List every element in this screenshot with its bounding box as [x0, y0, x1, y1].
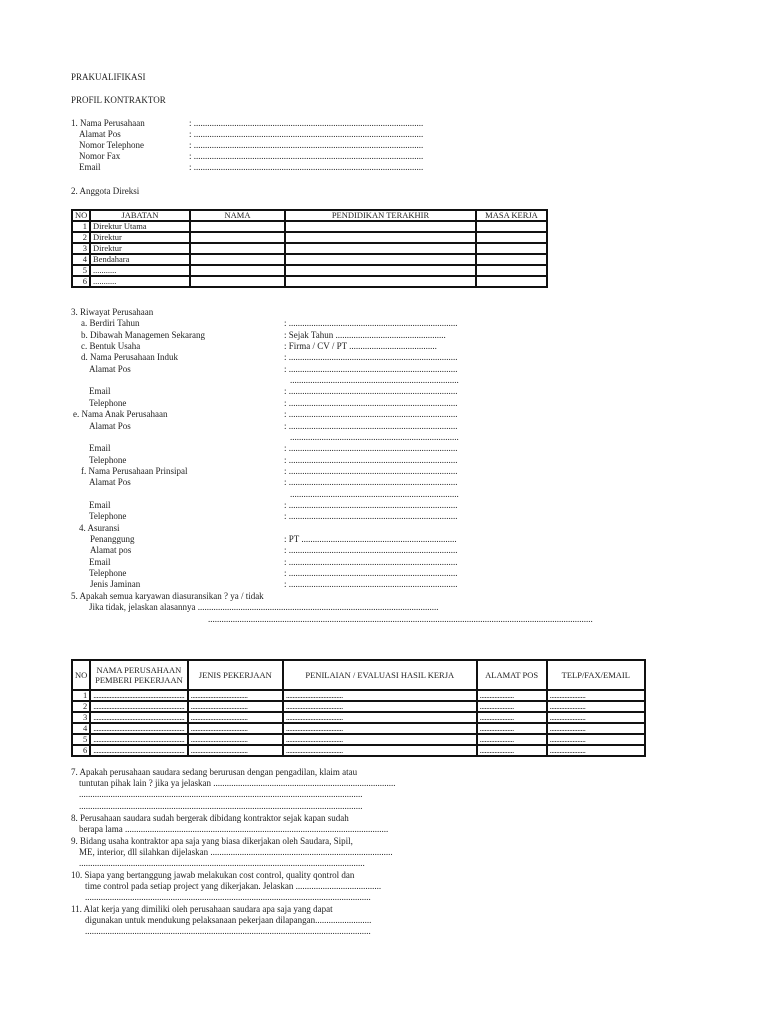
history-label: Alamat pos — [90, 545, 132, 556]
history-value[interactable]: ........................................................................... — [290, 431, 459, 442]
row-no: 5 — [72, 265, 90, 276]
evaluation-cell[interactable]: ................................... — [283, 701, 477, 712]
table-row — [72, 734, 645, 745]
contact-cell[interactable]: ...................... — [547, 745, 645, 756]
contact-cell[interactable]: ...................... — [547, 712, 645, 723]
name-cell[interactable] — [190, 232, 285, 243]
name-cell[interactable] — [190, 276, 285, 287]
table-row — [72, 243, 547, 254]
history-value[interactable]: : ........................................................................... — [284, 386, 458, 397]
field-value-email[interactable]: : ...................................................................................................... — [189, 162, 424, 172]
history-label: d. Nama Perusahaan Induk — [81, 352, 178, 363]
history-value[interactable]: : ........................................................................... — [284, 352, 458, 363]
history-value[interactable]: : ........................................................................... — [284, 465, 458, 476]
q10-line[interactable]: time control pada setiap project yang dikerjakan. Jelaskan ...................................... — [85, 881, 382, 892]
row-no: 4 — [72, 723, 90, 734]
evaluation-cell[interactable]: ................................... — [283, 712, 477, 723]
tenure-cell[interactable] — [476, 276, 547, 287]
client-name-cell[interactable]: ........................................................ — [90, 723, 187, 734]
history-value[interactable]: : ........................................................................... — [284, 454, 458, 465]
address-cell[interactable]: ..................... — [477, 701, 547, 712]
q7-line[interactable]: .............................................................................................................................. — [79, 789, 363, 800]
name-cell[interactable] — [190, 243, 285, 254]
history-value[interactable]: ........................................................................... — [290, 375, 459, 386]
history-label: Alamat Pos — [89, 420, 131, 431]
history-value[interactable]: : ........................................................................... — [284, 409, 458, 420]
history-value[interactable]: : ........................................................................... — [284, 477, 458, 488]
work-type-cell[interactable]: ................................... — [188, 690, 283, 701]
history-value[interactable]: : Firma / CV / PT ....................................... — [284, 341, 437, 352]
header-evaluation: PENILAIAN / EVALUASI HASIL KERJA — [283, 660, 477, 690]
field-label-fax: Nomor Fax — [79, 151, 121, 161]
directors-table — [71, 209, 548, 288]
row-position[interactable]: ........... — [90, 265, 190, 276]
education-cell[interactable] — [285, 232, 476, 243]
header-no: NO — [72, 660, 90, 690]
history-value[interactable]: : ........................................................................... — [284, 443, 458, 454]
history-value[interactable]: : ........................................................................... — [284, 363, 458, 374]
q11-line: 11. Alat kerja yang dimiliki oleh perusahaan saudara apa saja yang dapat — [71, 904, 333, 914]
history-value[interactable]: : ........................................................................... — [284, 420, 458, 431]
work-type-cell[interactable]: ................................... — [188, 734, 283, 745]
table-row — [72, 712, 645, 723]
table-row — [72, 745, 645, 756]
history-value[interactable]: : ........................................................................... — [284, 556, 458, 567]
table-row — [72, 254, 547, 265]
contact-cell[interactable]: ...................... — [547, 701, 645, 712]
history-label: Telephone — [89, 511, 127, 522]
history-label: Email — [89, 386, 111, 397]
client-name-cell[interactable]: ........................................................ — [90, 745, 187, 756]
row-position: Bendahara — [90, 254, 190, 265]
name-cell[interactable] — [190, 265, 285, 276]
insurance-question: 5. Apakah semua karyawan diasuransikan ? ya / tidak — [71, 591, 264, 601]
education-cell[interactable] — [285, 254, 476, 265]
field-label-telephone: Nomor Telephone — [79, 140, 144, 150]
table-row — [72, 221, 547, 232]
header-address: ALAMAT POS — [477, 660, 547, 690]
field-value-postal-address[interactable]: : ...................................................................................................... — [189, 129, 424, 139]
q10-line[interactable]: ............................................................................................................................... — [85, 892, 371, 903]
history-label: Alamat Pos — [89, 477, 131, 488]
history-value[interactable]: : ........................................................................... — [284, 511, 458, 522]
document-title: PRAKUALIFIKASI — [71, 72, 146, 82]
field-label-email: Email — [79, 162, 101, 172]
contact-cell[interactable]: ...................... — [547, 734, 645, 745]
contact-cell[interactable]: ...................... — [547, 723, 645, 734]
table-row — [72, 276, 547, 287]
education-cell[interactable] — [285, 221, 476, 232]
address-cell[interactable]: ..................... — [477, 734, 547, 745]
history-value[interactable]: : ........................................................................... — [284, 568, 458, 579]
work-type-cell[interactable]: ................................... — [188, 712, 283, 723]
history-value[interactable]: : ........................................................................... — [284, 545, 458, 556]
field-label-company-name: 1. Nama Perusahaan — [71, 118, 145, 128]
history-value[interactable]: ........................................................................... — [290, 488, 459, 499]
client-name-cell[interactable]: ........................................................ — [90, 712, 187, 723]
field-value-company-name[interactable]: : ...................................................................................................... — [189, 118, 424, 128]
table-row — [72, 232, 547, 243]
q8-line: 8. Perusahaan saudara sudah bergerak dibidang kontraktor sejak kapan sudah — [71, 813, 349, 823]
row-no: 6 — [72, 745, 90, 756]
header-tenure: MASA KERJA — [476, 210, 547, 221]
table-header-row — [72, 210, 547, 221]
insurance-explanation[interactable]: Jika tidak, jelaskan alasannya ........................................................................................................... — [89, 602, 439, 612]
history-label: a. Berdiri Tahun — [81, 318, 140, 329]
tenure-cell[interactable] — [476, 265, 547, 276]
row-no: 1 — [72, 221, 90, 232]
header-client-name: NAMA PERUSAHAAN PEMBERI PEKERJAAN — [90, 660, 187, 690]
contact-cell[interactable]: ...................... — [547, 690, 645, 701]
evaluation-cell[interactable]: ................................... — [283, 690, 477, 701]
history-label: e. Nama Anak Perusahaan — [73, 409, 168, 420]
row-no: 2 — [72, 232, 90, 243]
address-cell[interactable]: ..................... — [477, 712, 547, 723]
table-row — [72, 265, 547, 276]
work-experience-table — [71, 659, 646, 757]
history-value[interactable]: : Sejak Tahun ................................................. — [284, 329, 446, 340]
table-row — [72, 723, 645, 734]
directors-heading: 2. Anggota Direksi — [71, 186, 140, 196]
history-label: b. Dibawah Managemen Sekarang — [81, 329, 205, 340]
history-value[interactable]: : ........................................................................... — [284, 499, 458, 510]
field-value-telephone[interactable]: : ...................................................................................................... — [189, 140, 424, 150]
evaluation-cell[interactable]: ................................... — [283, 745, 477, 756]
row-no: 4 — [72, 254, 90, 265]
address-cell[interactable]: ..................... — [477, 690, 547, 701]
q8-line[interactable]: berapa lama ..................................................................................................................... — [79, 824, 389, 835]
q11-line[interactable]: digunakan untuk mendukung pelaksanaan pekerjaan dilapangan......................... — [85, 915, 372, 926]
field-label-postal-address: Alamat Pos — [79, 129, 121, 139]
row-position: Direktur — [90, 232, 190, 243]
history-label: Email — [89, 556, 111, 567]
history-label: 3. Riwayat Perusahaan — [71, 307, 154, 317]
tenure-cell[interactable] — [476, 254, 547, 265]
history-label: c. Bentuk Usaha — [81, 341, 141, 352]
row-no: 3 — [72, 243, 90, 254]
row-position: Direktur — [90, 243, 190, 254]
history-value[interactable]: : PT ..................................................................... — [284, 534, 457, 544]
history-value[interactable]: : ........................................................................... — [284, 318, 458, 329]
table-header-row — [72, 660, 645, 690]
q9-line[interactable]: ME, interior, dll silahkan dijelaskan ................................................................................. — [79, 847, 393, 858]
history-label: f. Nama Perusahaan Prinsipal — [81, 465, 188, 476]
client-name-cell[interactable]: ........................................................ — [90, 690, 187, 701]
row-no: 6 — [72, 276, 90, 287]
history-value[interactable]: : ........................................................................... — [284, 397, 458, 408]
field-value-fax[interactable]: : ...................................................................................................... — [189, 151, 424, 161]
header-education: PENDIDIKAN TERAKHIR — [285, 210, 476, 221]
q7-line[interactable]: .............................................................................................................................. — [79, 800, 363, 811]
history-label: Telephone — [89, 397, 127, 408]
row-no: 2 — [72, 701, 90, 712]
q9-line[interactable]: ............................................................................................................................... — [79, 858, 365, 869]
name-cell[interactable] — [190, 221, 285, 232]
header-work-type: JENIS PEKERJAAN — [188, 660, 283, 690]
header-position: JABATAN — [90, 210, 190, 221]
history-value[interactable]: : ........................................................................... — [284, 579, 458, 590]
insurance-explanation-continued[interactable]: ........................................................................................................................................................................... — [208, 614, 593, 624]
name-cell[interactable] — [190, 254, 285, 265]
education-cell[interactable] — [285, 276, 476, 287]
work-type-cell[interactable]: ................................... — [188, 723, 283, 734]
header-name: NAMA — [190, 210, 285, 221]
history-label: Telephone — [89, 454, 127, 465]
work-type-cell[interactable]: ................................... — [188, 701, 283, 712]
history-label: Email — [89, 499, 111, 510]
table-row — [72, 701, 645, 712]
history-label: 4. Asuransi — [79, 522, 120, 533]
tenure-cell[interactable] — [476, 221, 547, 232]
row-position[interactable]: ........... — [90, 276, 190, 287]
education-cell[interactable] — [285, 265, 476, 276]
header-no: NO — [72, 210, 90, 221]
q7-line[interactable]: tuntutan pihak lain ? jika ya jelaskan ................................................................................. — [79, 778, 396, 789]
row-no: 5 — [72, 734, 90, 745]
tenure-cell[interactable] — [476, 243, 547, 254]
client-name-cell[interactable]: ........................................................ — [90, 701, 187, 712]
history-label: Penanggung — [90, 534, 135, 544]
row-no: 3 — [72, 712, 90, 723]
table-row — [72, 690, 645, 701]
header-contact: TELP/FAX/EMAIL — [547, 660, 645, 690]
address-cell[interactable]: ..................... — [477, 723, 547, 734]
q9-line: 9. Bidang usaha kontraktor apa saja yang biasa dikerjakan oleh Saudara, Sipil, — [71, 836, 353, 846]
tenure-cell[interactable] — [476, 232, 547, 243]
document-subtitle: PROFIL KONTRAKTOR — [71, 95, 166, 105]
row-position: Direktur Utama — [90, 221, 190, 232]
history-label: Jenis Jaminan — [90, 579, 141, 590]
q11-line[interactable]: ............................................................................................................................... — [85, 926, 371, 937]
history-label: Email — [89, 443, 111, 454]
client-name-cell[interactable]: ........................................................ — [90, 734, 187, 745]
address-cell[interactable]: ..................... — [477, 745, 547, 756]
q7-line: 7. Apakah perusahaan saudara sedang berurusan dengan pengadilan, klaim atau — [71, 767, 358, 777]
work-type-cell[interactable]: ................................... — [188, 745, 283, 756]
history-label: Telephone — [89, 568, 127, 579]
evaluation-cell[interactable]: ................................... — [283, 723, 477, 734]
history-label: Alamat Pos — [89, 363, 131, 374]
evaluation-cell[interactable]: ................................... — [283, 734, 477, 745]
q10-line: 10. Siapa yang bertanggung jawab melakukan cost control, quality qontrol dan — [71, 870, 355, 880]
row-no: 1 — [72, 690, 90, 701]
education-cell[interactable] — [285, 243, 476, 254]
